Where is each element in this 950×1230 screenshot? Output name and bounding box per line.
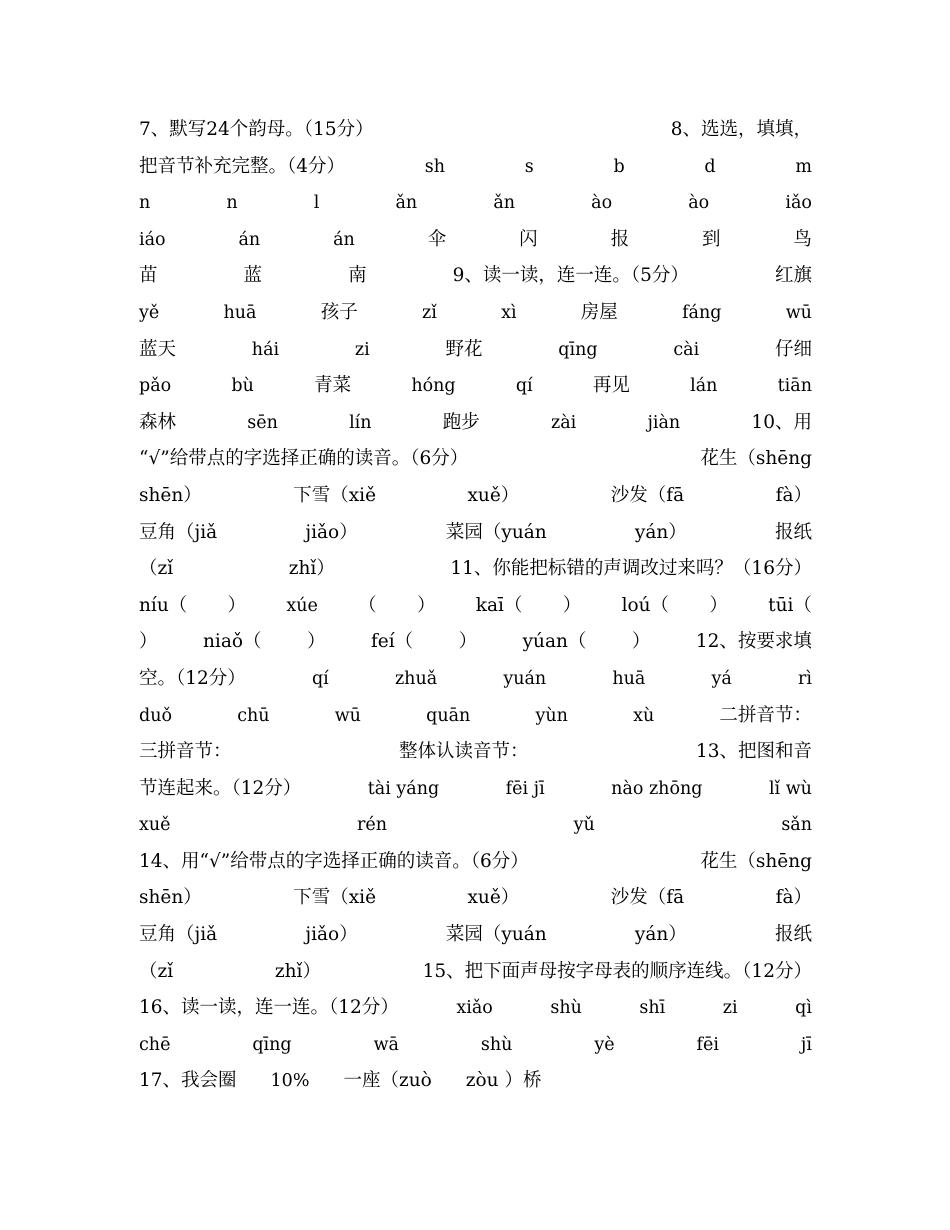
- text-line: [139, 441, 812, 478]
- text-token: zài: [550, 412, 577, 433]
- text-token: 伞: [427, 228, 447, 250]
- text-token: 苗: [139, 265, 158, 287]
- text-token: huā: [612, 668, 646, 689]
- text-token: jiàn: [647, 412, 681, 433]
- text-token: huā: [223, 302, 257, 323]
- text-token: 菜园（yuán: [445, 521, 547, 543]
- text-token: jiǎo）: [305, 521, 358, 543]
- text-line: [139, 990, 812, 1027]
- text-token: lǐ wù: [768, 778, 812, 799]
- text-token: shēn）: [139, 887, 202, 909]
- text-token: ào: [591, 193, 613, 214]
- text-token: ）: [562, 594, 582, 616]
- text-line: [139, 880, 812, 917]
- text-token: 15、把下面声母按字母表的顺序连线。（12分）: [422, 960, 812, 982]
- text-token: yě: [139, 302, 160, 323]
- text-token: 8、选选，填填，: [670, 119, 812, 140]
- text-token: 鸟: [793, 228, 812, 250]
- text-token: 蓝: [243, 265, 263, 287]
- text-token: 三拼音节：: [139, 741, 232, 763]
- text-token: 下雪（xiě: [293, 484, 377, 506]
- text-token: ）: [631, 631, 651, 653]
- text-token: m: [795, 156, 812, 177]
- text-token: sēn: [247, 412, 278, 433]
- text-line: [139, 185, 812, 222]
- text-token: qí: [311, 668, 329, 689]
- text-token: niaǒ（: [202, 631, 262, 653]
- text-token: zhǐ）: [274, 960, 321, 982]
- text-token: lín: [349, 412, 372, 433]
- text-token: （: [358, 594, 377, 616]
- text-token: s: [524, 156, 534, 177]
- text-token: yá: [711, 668, 732, 689]
- text-token: chē: [139, 1034, 171, 1055]
- text-token: 17、我会圈: [139, 1070, 237, 1092]
- text-token: cài: [673, 339, 700, 360]
- text-token: án: [333, 229, 355, 250]
- text-token: n: [139, 193, 151, 214]
- text-token: ǎn: [493, 193, 516, 214]
- text-token: sǎn: [781, 815, 812, 836]
- text-token: 整体认读音节：: [398, 741, 529, 763]
- text-token: l: [313, 193, 320, 214]
- text-token: 森林: [139, 411, 177, 433]
- text-token: 花生（shēng: [700, 448, 812, 470]
- text-line: [139, 222, 812, 259]
- text-token: yè: [594, 1034, 615, 1055]
- text-token: 豆角（jiǎ: [139, 924, 218, 946]
- text-line: [139, 588, 812, 625]
- text-token: 14、用“√”给带点的字选择正确的读音。（6分）: [139, 850, 529, 872]
- text-token: 跑步: [442, 411, 480, 433]
- text-token: 报: [610, 228, 630, 250]
- text-line: [139, 734, 812, 771]
- text-token: 报纸: [774, 521, 812, 543]
- text-token: feí（: [370, 631, 414, 653]
- text-token: shù: [550, 998, 582, 1019]
- text-token: n: [226, 193, 238, 214]
- text-token: hóng: [411, 376, 456, 397]
- text-token: loú（: [621, 594, 670, 616]
- text-token: tài yáng: [367, 778, 440, 799]
- text-token: 报纸: [774, 924, 812, 946]
- text-line: [139, 515, 812, 552]
- text-token: 闪: [519, 228, 538, 250]
- text-token: 孩子: [320, 301, 358, 323]
- text-token: 一座（zuò: [343, 1070, 432, 1092]
- text-line: [139, 258, 812, 295]
- text-token: ）: [139, 631, 158, 653]
- text-token: 16、读一读，连一连。（12分）: [139, 997, 399, 1019]
- text-token: ）: [458, 631, 478, 653]
- text-token: fà）: [775, 887, 812, 909]
- text-token: 南: [348, 265, 367, 287]
- text-token: zi: [722, 998, 738, 1019]
- text-token: zòu ）桥: [465, 1070, 542, 1092]
- text-line: [139, 1063, 812, 1100]
- text-token: 11、你能把标错的声调改过来吗？（16分）: [450, 558, 812, 580]
- text-token: yuán: [503, 668, 547, 689]
- text-token: zǐ: [422, 302, 437, 323]
- text-token: wū: [785, 302, 812, 323]
- text-token: rén: [357, 815, 388, 836]
- text-token: 房屋: [580, 301, 618, 323]
- text-token: xuě）: [467, 484, 520, 506]
- text-token: zhǐ）: [288, 558, 335, 580]
- text-token: 12、按要求填: [695, 631, 812, 653]
- text-token: 野花: [445, 338, 483, 360]
- text-token: wā: [373, 1034, 399, 1055]
- text-token: yùn: [535, 705, 568, 726]
- text-token: yǔ: [573, 815, 595, 836]
- text-line: [139, 624, 812, 661]
- text-token: ）: [227, 594, 247, 616]
- text-token: xuě: [139, 815, 171, 836]
- text-token: xì: [501, 302, 517, 323]
- text-token: iáo: [139, 229, 166, 250]
- text-token: qí: [515, 376, 533, 397]
- text-token: 空。（12分）: [139, 667, 246, 689]
- text-token: yán）: [634, 924, 687, 946]
- text-token: shī: [639, 998, 666, 1019]
- text-token: hái: [251, 339, 280, 360]
- text-line: [139, 478, 812, 515]
- text-token: qì: [795, 998, 812, 1019]
- text-token: 仔细: [774, 338, 812, 360]
- text-token: 下雪（xiě: [293, 887, 377, 909]
- text-token: nào zhōng: [611, 778, 703, 799]
- text-token: zhuǎ: [394, 668, 438, 689]
- text-token: 沙发（fā: [610, 887, 685, 909]
- text-token: fà）: [775, 484, 812, 506]
- text-line: [139, 112, 812, 149]
- text-line: [139, 917, 812, 954]
- text-line: [139, 295, 812, 332]
- text-line: [139, 771, 812, 808]
- text-token: pǎo: [139, 376, 172, 397]
- text-token: fēi: [696, 1034, 719, 1055]
- text-token: 10%: [270, 1071, 310, 1092]
- text-token: bù: [231, 376, 254, 397]
- text-token: （zǐ: [139, 960, 174, 982]
- text-token: 7、默写24个韵母。（15分）: [139, 119, 374, 140]
- text-token: zi: [354, 339, 370, 360]
- text-token: shēn）: [139, 484, 202, 506]
- text-token: 青菜: [314, 375, 352, 397]
- text-token: 红旗: [774, 265, 812, 287]
- text-line: [139, 844, 812, 881]
- text-line: [139, 1027, 812, 1064]
- text-line: [139, 698, 812, 735]
- text-token: shù: [480, 1034, 513, 1055]
- text-line: [139, 954, 812, 991]
- text-token: 13、把图和音: [695, 741, 812, 763]
- text-token: qīng: [252, 1034, 292, 1055]
- text-token: jiǎo）: [305, 924, 358, 946]
- text-token: （zǐ: [139, 558, 174, 580]
- text-token: 花生（shēng: [700, 850, 812, 872]
- text-token: ǎn: [395, 193, 418, 214]
- text-line: [139, 149, 812, 186]
- text-token: chū: [237, 705, 270, 726]
- text-token: qīng: [558, 339, 598, 360]
- text-token: jī: [800, 1034, 812, 1055]
- text-token: wū: [334, 705, 361, 726]
- text-token: fáng: [682, 302, 722, 323]
- text-token: ）: [416, 594, 436, 616]
- text-token: rì: [798, 668, 812, 689]
- text-token: “√”给带点的字选择正确的读音。（6分）: [139, 448, 469, 470]
- text-line: [139, 332, 812, 369]
- text-token: sh: [424, 156, 446, 177]
- text-token: 豆角（jiǎ: [139, 521, 218, 543]
- text-token: tiān: [777, 376, 812, 397]
- text-token: ào: [688, 193, 710, 214]
- text-token: 把音节补充完整。（4分）: [139, 155, 346, 177]
- text-token: 菜园（yuán: [445, 924, 547, 946]
- text-token: fēi jī: [505, 778, 545, 799]
- text-token: án: [238, 229, 261, 250]
- text-token: b: [613, 156, 625, 177]
- text-token: 节连起来。（12分）: [139, 777, 302, 799]
- text-token: xuě）: [467, 887, 520, 909]
- text-token: xiǎo: [456, 998, 493, 1019]
- text-token: 到: [702, 228, 721, 250]
- text-token: iǎo: [785, 193, 812, 214]
- text-token: kaī（: [475, 594, 523, 616]
- text-token: níu（: [139, 594, 188, 616]
- text-token: ）: [306, 631, 326, 653]
- text-token: ）: [709, 594, 728, 616]
- text-token: 二拼音节：: [719, 704, 812, 726]
- text-token: 沙发（fā: [610, 484, 685, 506]
- text-token: duǒ: [139, 705, 173, 726]
- text-line: [139, 405, 812, 442]
- text-token: yán）: [634, 521, 687, 543]
- text-token: xù: [633, 705, 655, 726]
- text-line: [139, 551, 812, 588]
- text-token: d: [704, 156, 716, 177]
- text-token: quān: [426, 705, 471, 726]
- text-token: yúan（: [522, 631, 587, 653]
- text-token: 10、用: [751, 411, 812, 433]
- text-token: 蓝天: [139, 338, 177, 360]
- text-token: 再见: [592, 375, 630, 397]
- text-token: 9、读一读，连一连。（5分）: [452, 265, 689, 287]
- text-token: xúe: [286, 595, 318, 616]
- text-line: [139, 661, 812, 698]
- document-page: [139, 112, 812, 1100]
- text-line: [139, 807, 812, 844]
- text-line: [139, 368, 812, 405]
- text-token: tūi（: [768, 594, 812, 616]
- text-token: lán: [690, 376, 718, 397]
